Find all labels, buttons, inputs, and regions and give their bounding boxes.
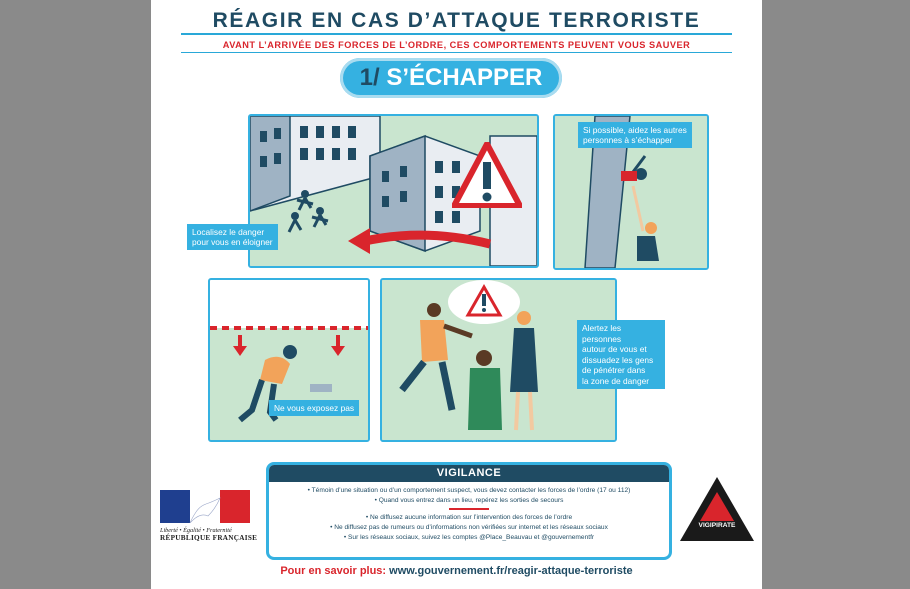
caption-alert-people: Alertez les personnes autour de vous et dissuadez les gens de pénétrer dans la zone de danger xyxy=(577,320,665,389)
caption-dont-expose: Ne vous exposez pas xyxy=(269,400,359,416)
vigilance-line: • Sur les réseaux sociaux, suivez les comptes @Place_Beauvau et @gouvernementfr xyxy=(343,534,595,541)
poster xyxy=(151,0,762,589)
vigilance-box xyxy=(266,462,672,560)
caption-locate-danger: Localisez le danger pour vous en éloigner xyxy=(187,224,278,250)
footer-url[interactable]: www.gouvernement.fr/reagir-attaque-terroriste xyxy=(389,565,633,577)
panel-locate-danger xyxy=(248,114,539,268)
subtitle-rule xyxy=(181,52,732,53)
title-rule xyxy=(181,33,732,35)
vigilance-line: • Ne diffusez pas de rumeurs ou d’informations non vérifiées sur internet et les réseaux sociaux xyxy=(330,524,608,531)
republique-motto: Liberté • Égalité • Fraternité xyxy=(160,527,232,534)
step-heading xyxy=(340,58,562,98)
panel-dont-expose xyxy=(208,278,370,442)
marianne-flag-icon xyxy=(160,490,250,523)
vigilance-separator xyxy=(449,508,489,510)
republique-francaise-logo xyxy=(160,490,258,542)
footer-lead: Pour en savoir plus: xyxy=(280,565,387,577)
crouching-person-illustration xyxy=(210,280,368,440)
vigilance-line: • Ne diffusez aucune information sur l’intervention des forces de l’ordre xyxy=(365,514,573,521)
republique-name: RÉPUBLIQUE FRANÇAISE xyxy=(160,534,258,542)
vigilance-title: VIGILANCE xyxy=(269,465,669,482)
poster-title: RÉAGIR EN CAS D’ATTAQUE TERRORISTE xyxy=(212,9,701,32)
step-number: 1/ xyxy=(359,64,380,91)
step-label: S’ÉCHAPPER xyxy=(386,64,543,91)
vigilance-line: • Témoin d’une situation ou d’un comportement suspect, vous devez contacter les forces de l’ordre (17 ou 112) xyxy=(307,487,631,494)
vigipirate-triangle-icon xyxy=(678,475,756,543)
vigipirate-logo xyxy=(678,475,756,543)
caption-help-others: Si possible, aidez les autres personnes à s’échapper xyxy=(578,122,692,148)
warning-triangle-icon xyxy=(452,142,522,208)
vigipirate-label: VIGIPIRATE xyxy=(698,522,736,529)
footer xyxy=(151,565,762,577)
vigilance-line: • Quand vous entrez dans un lieu, repérez les sorties de secours xyxy=(374,497,564,504)
poster-subtitle: AVANT L’ARRIVÉE DES FORCES DE L’ORDRE, CES COMPORTEMENTS PEUVENT VOUS SAUVER xyxy=(222,40,691,50)
